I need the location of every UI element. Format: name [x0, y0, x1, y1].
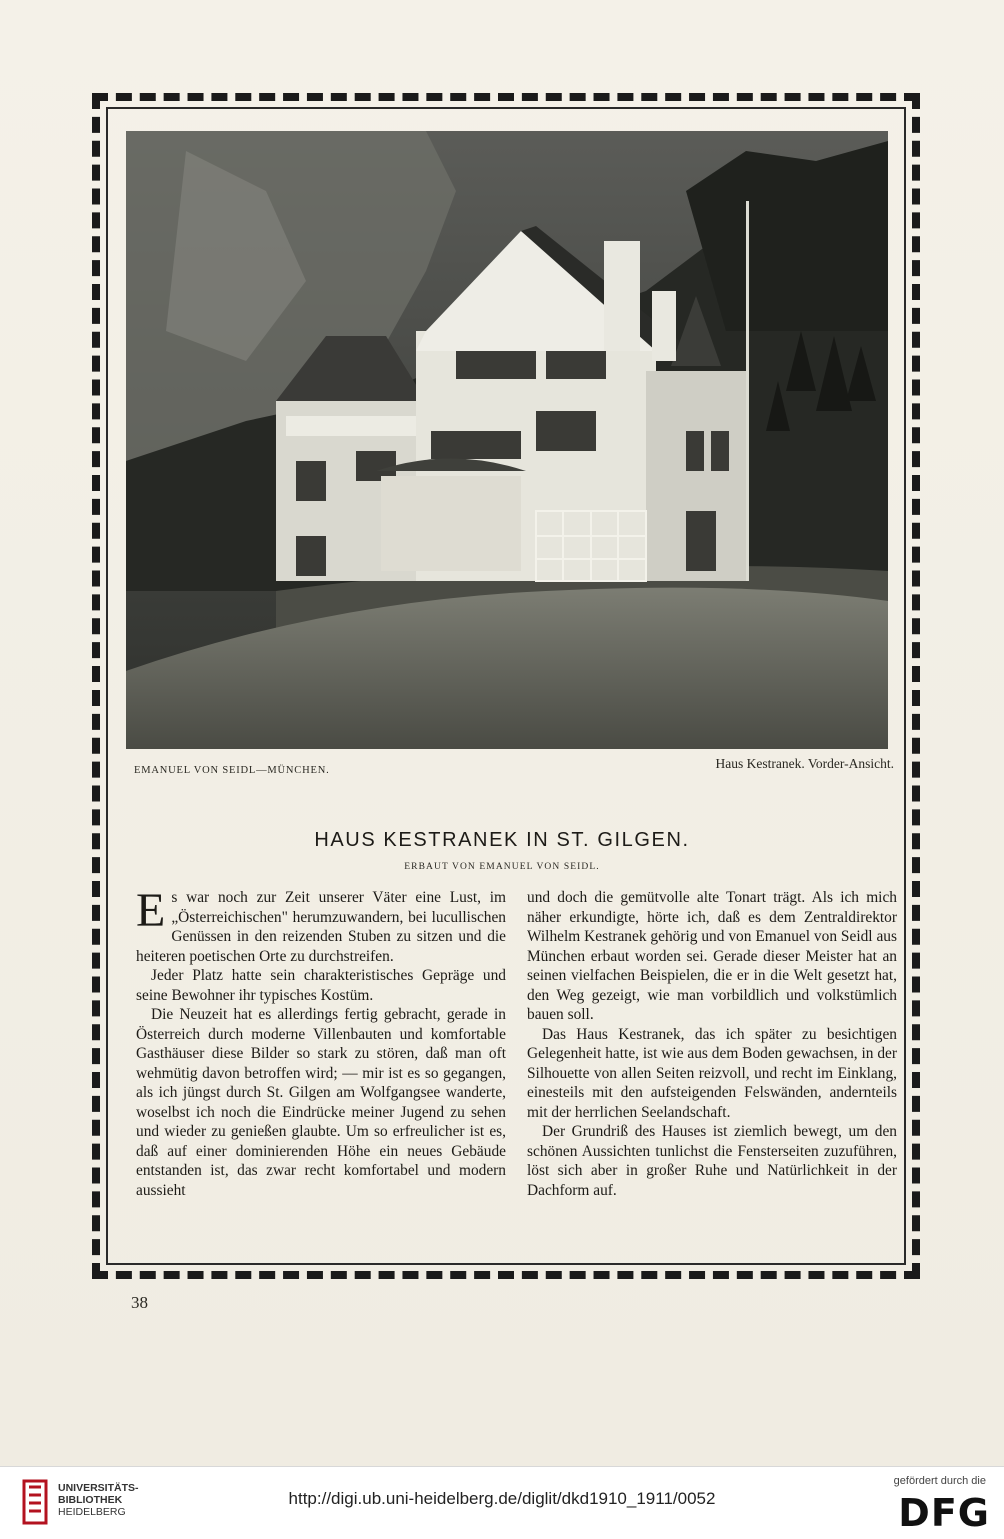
photo-caption: Haus Kestranek. Vorder-Ansicht.: [715, 756, 894, 771]
dfg-logo[interactable]: DFG: [898, 1491, 990, 1535]
photo-illustration: [126, 131, 888, 749]
library-name[interactable]: UNIVERSITÄTS- BIBLIOTHEK HEIDELBERG: [58, 1482, 139, 1518]
paragraph: Jeder Platz hatte sein charakteristisches Gepräge und seine Bewohner ihr typisches Kostüm.: [136, 967, 506, 1004]
photo-credit: EMANUEL VON SEIDL—MÜNCHEN.: [134, 765, 330, 776]
text-column-left: [136, 884, 506, 1200]
text-column-right: [527, 888, 897, 1200]
library-footer: [0, 1466, 1004, 1539]
drop-cap: E: [136, 884, 166, 937]
permalink-url[interactable]: http://digi.ub.uni-heidelberg.de/diglit/dkd1910_1911/0052: [288, 1489, 716, 1508]
page-number: 38: [131, 1293, 148, 1312]
paragraph: Das Haus Kestranek, das ich später zu besichtigen Gelegenheit hatte, ist wie aus dem Boden gewachsen, in der Silhouette von allen Seiten reizvoll, und recht im Einklang, einesteils mit den aufsteigenden Felswänden, andernteils mit der herrlichen Seelandschaft.: [527, 1025, 897, 1121]
sponsor-label: gefördert durch die: [893, 1475, 986, 1487]
paragraph: Der Grundriß des Hauses ist ziemlich bewegt, um den schönen Aussichten tunlichst die Fensterseiten zuzuführen, löst sich aber in großer Ruhe und Natürlichkeit in der Dachform auf.: [527, 1123, 897, 1199]
paragraph: Die Neuzeit hat es allerdings fertig gebracht, gerade in Österreich durch moderne Villenbauten und komfortable Gasthäuser diese Bilder so stark zu stören, daß man oft wehmütig davon betroffen wird; — mir ist es so gegangen, als ich jüngst durch St. Gilgen am Wolfgangsee wanderte, woselbst ich noch die Eindrücke meiner Jugend zu sehen und wieder zu genießen glaubte. Um so erfreulicher ist es, daß auf einer dominierenden Höhe ein neues Gebäude entstanden ist, das zwar recht komfortabel und modern aussieht: [136, 1006, 506, 1199]
article-title: HAUS KESTRANEK IN ST. GILGEN.: [314, 829, 690, 851]
paragraph: Es war noch zur Zeit unserer Väter eine Lust, im „Österreichischen" herumzuwandern, bei lucullischen Genüssen in den reizenden Stuben zu sitzen und die heiteren poetischen Orte zu durchstreifen.: [136, 884, 506, 965]
paragraph: und doch die gemütvolle alte Tonart trägt. Als ich mich näher erkundigte, hörte ich, daß es dem Zentraldirektor Wilhelm Kestranek gehörig und von Emanuel von Seidl aus München erbaut worden sei. Gerade dieser Meister hat an seinen vielfachen Beispielen, die er in die Welt gesetzt hat, den Weg gezeigt, wie man vorbildlich und volkstümlich bauen soll.: [527, 889, 897, 1023]
article-subtitle: ERBAUT VON EMANUEL VON SEIDL.: [404, 862, 600, 872]
house-photograph: [126, 131, 888, 749]
